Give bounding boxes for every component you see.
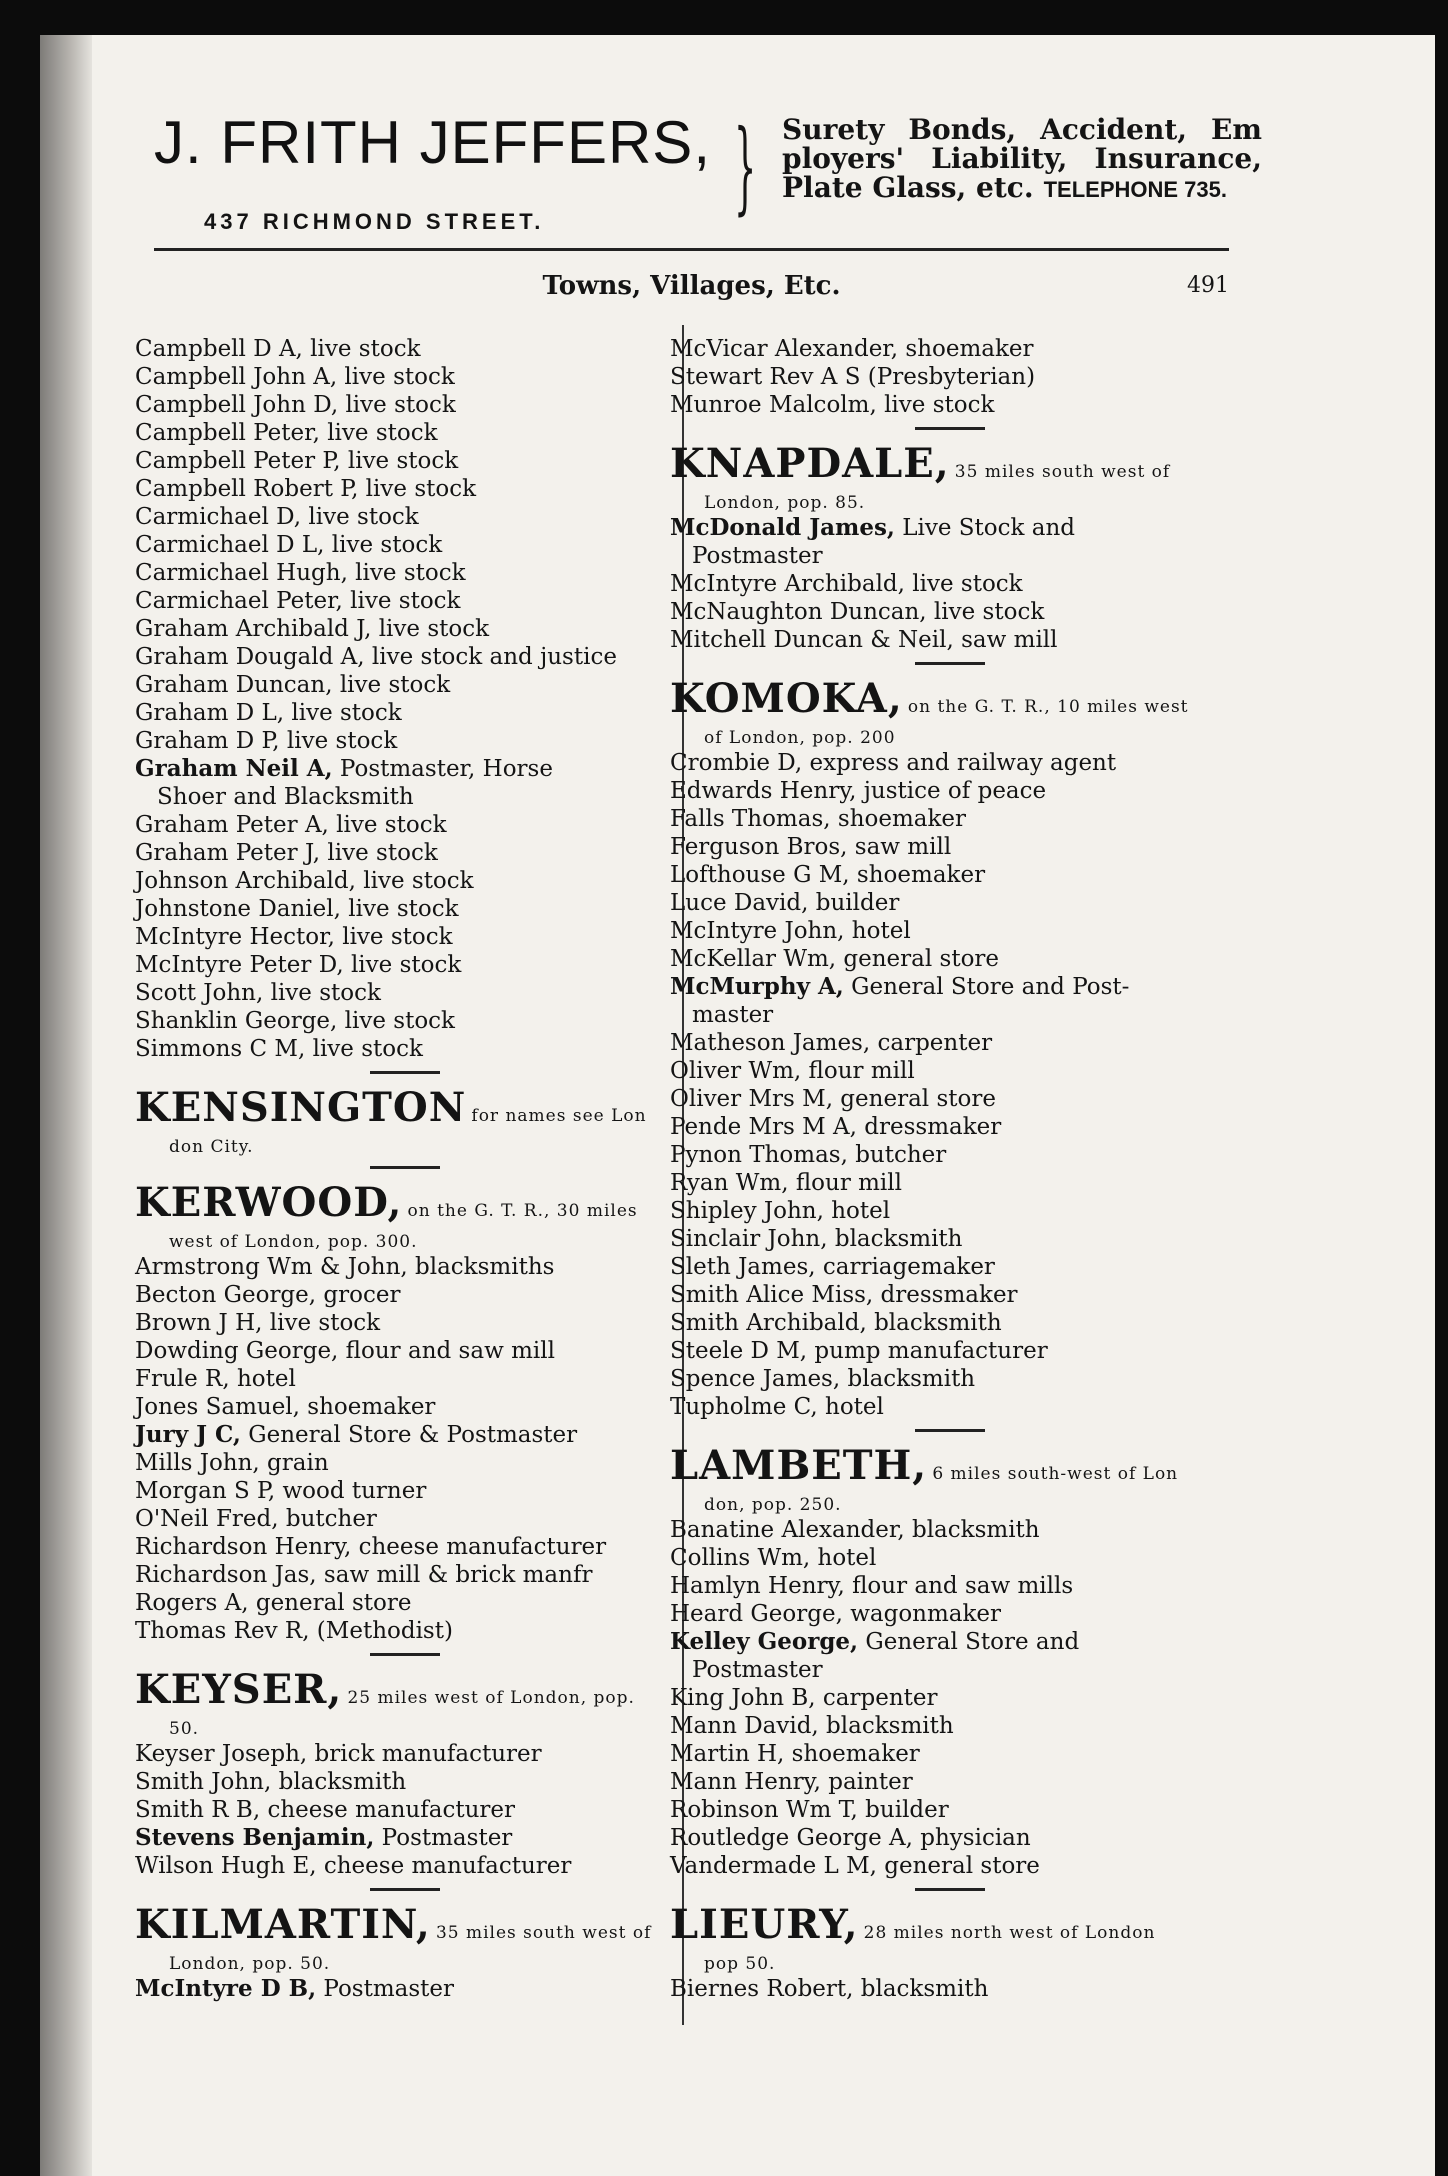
directory-entry [670,861,1230,889]
directory-entry [135,1768,675,1796]
entry-text: Postmaster [692,543,823,569]
town-heading [670,440,1230,514]
entry-text: Spence James, blacksmith [670,1366,976,1392]
directory-entry [135,839,675,867]
directory-entry [670,1975,1230,2003]
directory-entry [670,1684,1230,1712]
advertiser-services [782,115,1262,204]
directory-entry [135,867,675,895]
entry-text: Rogers A, general store [135,1590,412,1616]
directory-entry [670,1516,1230,1544]
directory-entry [135,1617,675,1645]
directory-entry [135,1007,675,1035]
entry-text: Vandermade L M, general store [670,1853,1040,1879]
entry-text: Robinson Wm T, builder [670,1797,949,1823]
service-line-text: Plate Glass, etc. [782,171,1034,204]
town-heading [670,1901,1230,1975]
directory-entry [135,391,675,419]
entry-bold-name: Graham Neil A, [135,755,333,782]
entry-text: Matheson James, carpenter [670,1030,993,1056]
directory-entry [670,917,1230,945]
directory-entry [135,531,675,559]
directory-entry [135,699,675,727]
entry-text: Graham Dougald A, live stock and justice [135,644,617,670]
directory-entry [670,1656,1230,1684]
entry-text: Falls Thomas, shoemaker [670,806,967,832]
directory-entry [670,1309,1230,1337]
directory-entry [670,391,1230,419]
entry-text: Shipley John, hotel [670,1198,891,1224]
directory-entry [135,1421,675,1449]
entry-text: Martin H, shoemaker [670,1741,920,1767]
entry-text: Keyser Joseph, brick manufacturer [135,1741,542,1767]
directory-entry [670,1600,1230,1628]
directory-entry [135,1281,675,1309]
town-description-continued: 50. [169,1719,200,1739]
directory-entry [670,833,1230,861]
directory-entry [135,923,675,951]
directory-entry [670,514,1230,542]
page-gutter-shadow [40,35,92,2176]
town-heading [135,1666,675,1740]
directory-entry [135,419,675,447]
entry-text: Richardson Henry, cheese manufacturer [135,1534,607,1560]
town-description-continued: pop 50. [704,1954,776,1974]
directory-entry [135,1309,675,1337]
directory-entry [135,671,675,699]
directory-entry [135,727,675,755]
entry-text: Tupholme C, hotel [670,1394,884,1420]
directory-entry [670,1169,1230,1197]
entry-text: Carmichael Peter, live stock [135,588,461,614]
directory-entry [670,1197,1230,1225]
entry-text: Mann David, blacksmith [670,1713,954,1739]
directory-entry [670,1852,1230,1880]
entry-text: Oliver Wm, flour mill [670,1058,915,1084]
entry-text: Smith John, blacksmith [135,1769,407,1795]
entry-text: Banatine Alexander, blacksmith [670,1517,1040,1543]
header-rule [154,248,1229,251]
entry-text: Postmaster [374,1825,513,1851]
entry-text: Becton George, grocer [135,1282,401,1308]
directory-entry [135,1796,675,1824]
entry-text: McIntyre Hector, live stock [135,924,453,950]
directory-entry [670,1393,1230,1421]
brace-glyph: } [734,108,757,225]
entry-text: McVicar Alexander, shoemaker [670,336,1034,362]
town-description-continued: of London, pop. 200 [704,728,896,748]
town-name: LAMBETH, [670,1442,928,1489]
entry-text: Sleth James, carriagemaker [670,1254,995,1280]
entry-text: Graham Peter J, live stock [135,840,438,866]
town-name: KILMARTIN, [135,1901,431,1948]
entry-text: Smith Alice Miss, dressmaker [670,1282,1018,1308]
entry-text: Graham Archibald J, live stock [135,616,490,642]
directory-entry [135,335,675,363]
directory-entry [135,363,675,391]
entry-text: Routledge George A, physician [670,1825,1031,1851]
town-description: on the G. T. R., 30 miles [407,1201,638,1221]
directory-entry [670,1740,1230,1768]
service-line [782,173,1262,204]
entry-text: Smith Archibald, blacksmith [670,1310,1002,1336]
directory-entry [135,1253,675,1281]
entry-text: General Store and [858,1629,1080,1655]
section-divider [370,1888,440,1891]
entry-bold-name: Kelley George, [670,1628,859,1655]
entry-text: Munroe Malcolm, live stock [670,392,995,418]
entry-text: Campbell John A, live stock [135,364,455,390]
town-description: 6 miles south-west of Lon [932,1464,1179,1484]
entry-text: Pynon Thomas, butcher [670,1142,947,1168]
entry-text: Lofthouse G M, shoemaker [670,862,986,888]
entry-bold-name: McMurphy A, [670,973,844,1000]
directory-entry [670,1628,1230,1656]
directory-entry [670,542,1230,570]
town-name: LIEURY, [670,1901,859,1948]
section-divider [915,1888,985,1891]
entry-bold-name: McDonald James, [670,514,895,541]
directory-entry [135,1824,675,1852]
directory-entry [135,1589,675,1617]
right-column [670,335,1230,2003]
town-heading-line [135,1179,675,1231]
entry-text: Frule R, hotel [135,1366,296,1392]
town-description-continued: London, pop. 50. [169,1954,331,1974]
left-column [135,335,675,2003]
directory-entry [135,559,675,587]
town-heading [670,675,1230,749]
town-heading [135,1084,675,1158]
directory-entry [135,1533,675,1561]
directory-entry [670,1253,1230,1281]
town-description: on the G. T. R., 10 miles west [907,697,1189,717]
entry-text: Brown J H, live stock [135,1310,381,1336]
directory-entry [670,1029,1230,1057]
town-description: for names see Lon [471,1106,647,1126]
page-number: 491 [1187,273,1229,298]
entry-text: McKellar Wm, general store [670,946,1000,972]
entry-text: Carmichael Hugh, live stock [135,560,466,586]
entry-text: Postmaster, Horse [332,756,553,782]
directory-entry [670,1572,1230,1600]
directory-entry [670,1001,1230,1029]
running-head [154,271,1229,307]
entry-bold-name: Jury J C, [135,1421,241,1448]
directory-entry [135,587,675,615]
town-heading-line [670,1901,1230,1953]
town-heading-line [135,1666,675,1718]
entry-text: Carmichael D L, live stock [135,532,443,558]
town-description-continued: don City. [169,1137,254,1157]
directory-entry [670,805,1230,833]
section-divider [915,1429,985,1432]
entry-text: General Store & Postmaster [240,1422,578,1448]
entry-text: Campbell Robert P, live stock [135,476,477,502]
entry-text: Biernes Robert, blacksmith [670,1976,989,2002]
directory-entry [135,951,675,979]
entry-text: Johnson Archibald, live stock [135,868,474,894]
section-divider [370,1166,440,1169]
directory-entry [670,1824,1230,1852]
town-description: 28 miles north west of London [863,1923,1156,1943]
section-title: Towns, Villages, Etc. [542,271,841,301]
directory-entry [670,1141,1230,1169]
town-name: KNAPDALE, [670,440,950,487]
town-description: 25 miles west of London, pop. [347,1688,635,1708]
entry-text: Hamlyn Henry, flour and saw mills [670,1573,1074,1599]
directory-entry [670,973,1230,1001]
entry-text: Scott John, live stock [135,980,381,1006]
entry-text: Campbell Peter, live stock [135,420,438,446]
entry-bold-name: McIntyre D B, [135,1975,317,2002]
telephone-number: TELEPHONE 735. [1043,177,1227,202]
directory-entry [135,643,675,671]
directory-entry [670,1544,1230,1572]
entry-text: Shanklin George, live stock [135,1008,455,1034]
entry-text: Carmichael D, live stock [135,504,419,530]
entry-text: Crombie D, express and railway agent [670,750,1117,776]
directory-entry [135,979,675,1007]
entry-text: O'Neil Fred, butcher [135,1506,377,1532]
town-name: KERWOOD, [135,1179,403,1226]
entry-text: Wilson Hugh E, cheese manufacturer [135,1853,572,1879]
directory-entry [135,1393,675,1421]
entry-text: Graham D P, live stock [135,728,398,754]
town-description-continued: don, pop. 250. [704,1495,842,1515]
entry-text: Graham Duncan, live stock [135,672,451,698]
directory-entry [670,777,1230,805]
directory-entry [135,1337,675,1365]
entry-text: Heard George, wagonmaker [670,1601,1002,1627]
town-description: 35 miles south west of [954,462,1171,482]
directory-entry [135,1449,675,1477]
directory-entry [135,895,675,923]
town-name: KENSINGTON [135,1084,467,1131]
entry-text: Postmaster [692,1657,823,1683]
entry-text: Mitchell Duncan & Neil, saw mill [670,627,1058,653]
entry-text: Smith R B, cheese manufacturer [135,1797,515,1823]
directory-entry [670,1365,1230,1393]
entry-text: Johnstone Daniel, live stock [135,896,459,922]
directory-entry [135,1852,675,1880]
directory-entry [135,615,675,643]
entry-text: Ryan Wm, flour mill [670,1170,902,1196]
town-description-continued: London, pop. 85. [704,493,866,513]
directory-entry [135,1477,675,1505]
directory-entry [670,1085,1230,1113]
town-heading-line [670,440,1230,492]
entry-text: Sinclair John, blacksmith [670,1226,963,1252]
town-heading [135,1179,675,1253]
town-heading-line [135,1084,675,1136]
directory-entry [670,1337,1230,1365]
directory-entry [670,1768,1230,1796]
directory-entry [135,475,675,503]
town-heading-line [670,675,1230,727]
entry-text: Campbell Peter P, live stock [135,448,459,474]
directory-entry [670,626,1230,654]
section-divider [915,662,985,665]
entry-text: Stewart Rev A S (Presbyterian) [670,364,1036,390]
directory-entry [135,1975,675,2003]
entry-text: Ferguson Bros, saw mill [670,834,952,860]
directory-entry [670,570,1230,598]
entry-text: Richardson Jas, saw mill & brick manfr [135,1562,593,1588]
entry-text: Jones Samuel, shoemaker [135,1394,436,1420]
entry-text: Luce David, builder [670,890,900,916]
town-description-continued: west of London, pop. 300. [169,1232,418,1252]
directory-entry [670,749,1230,777]
entry-text: Graham Peter A, live stock [135,812,447,838]
entry-text: Pende Mrs M A, dressmaker [670,1114,1002,1140]
directory-entry [135,1505,675,1533]
directory-entry [135,783,675,811]
directory-entry [135,503,675,531]
directory-entry [135,447,675,475]
directory-entry [670,363,1230,391]
entry-text: Mills John, grain [135,1450,329,1476]
town-name: KOMOKA, [670,675,903,722]
directory-entry [670,889,1230,917]
directory-entry [135,1561,675,1589]
town-heading [670,1442,1230,1516]
entry-text: Oliver Mrs M, general store [670,1086,996,1112]
directory-page [40,35,1435,2176]
directory-entry [670,1796,1230,1824]
entry-text: Edwards Henry, justice of peace [670,778,1047,804]
entry-text: Simmons C M, live stock [135,1036,423,1062]
entry-text: McIntyre Archibald, live stock [670,571,1023,597]
entry-text: Graham D L, live stock [135,700,402,726]
directory-entry [135,1035,675,1063]
entry-text: Postmaster [316,1976,455,2002]
advertisement-header [154,108,1262,263]
service-line: Surety Bonds, Accident, Em [782,113,1262,146]
directory-entry [135,1365,675,1393]
entry-text: McIntyre John, hotel [670,918,911,944]
town-heading [135,1901,675,1975]
entry-text: McNaughton Duncan, live stock [670,599,1045,625]
entry-text: Live Stock and [894,515,1076,541]
service-line: ployers' Liability, Insurance, [782,142,1262,175]
directory-entry [670,1113,1230,1141]
town-description: 35 miles south west of [435,1923,652,1943]
town-name: KEYSER, [135,1666,343,1713]
directory-entry [670,1225,1230,1253]
directory-entry [135,811,675,839]
entry-bold-name: Stevens Benjamin, [135,1824,375,1851]
entry-text: Collins Wm, hotel [670,1545,877,1571]
directory-entry [135,1740,675,1768]
entry-text: Steele D M, pump manufacturer [670,1338,1048,1364]
entry-text: Thomas Rev R, (Methodist) [135,1618,453,1644]
section-divider [370,1653,440,1656]
entry-text: Dowding George, flour and saw mill [135,1338,555,1364]
entry-text: Shoer and Blacksmith [157,784,414,810]
directory-entry [670,335,1230,363]
entry-text: Armstrong Wm & John, blacksmiths [135,1254,555,1280]
entry-text: General Store and Post- [843,974,1130,1000]
directory-entry [670,1281,1230,1309]
advertiser-name: J. FRITH JEFFERS, [154,109,711,176]
entry-text: Morgan S P, wood turner [135,1478,427,1504]
section-divider [915,427,985,430]
directory-entry [135,755,675,783]
entry-text: Campbell D A, live stock [135,336,421,362]
directory-entry [670,1712,1230,1740]
directory-entry [670,1057,1230,1085]
advertiser-address: 437 RICHMOND STREET. [204,209,545,234]
town-heading-line [135,1901,675,1953]
section-divider [370,1071,440,1074]
directory-entry [670,945,1230,973]
entry-text: King John B, carpenter [670,1685,938,1711]
entry-text: Mann Henry, painter [670,1769,913,1795]
town-heading-line [670,1442,1230,1494]
entry-text: master [692,1002,774,1028]
entry-text: McIntyre Peter D, live stock [135,952,462,978]
entry-text: Campbell John D, live stock [135,392,456,418]
directory-entry [670,598,1230,626]
